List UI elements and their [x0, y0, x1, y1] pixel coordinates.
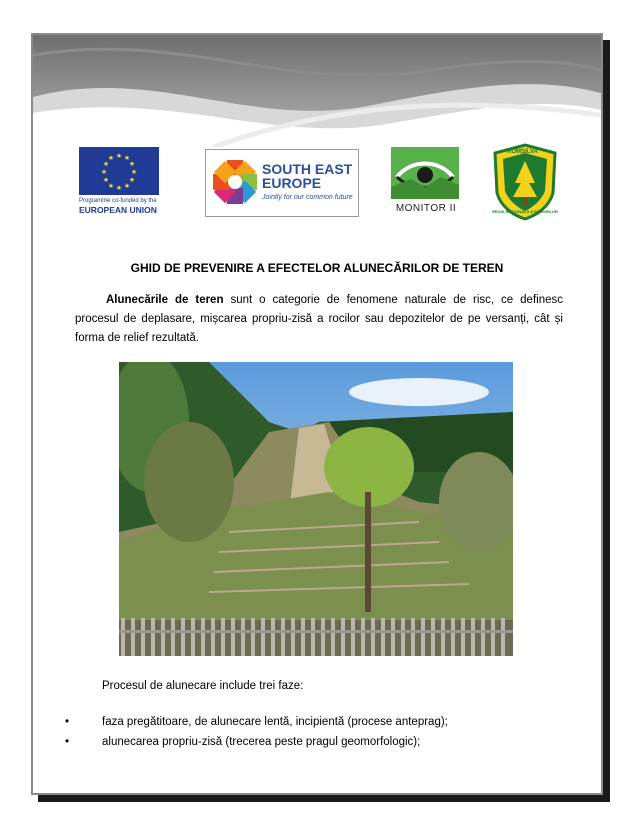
para-text: sunt o categorie de fenomene naturale de risc, ce definesc procesul de deplasare, mișcarea propriu-zisă a rocilor sau depozitelor de pe versanți, cât și forma de relief rezultată. [75, 294, 563, 344]
decorative-header-band [33, 35, 601, 147]
eu-caption-bottom: EUROPEAN UNION [79, 205, 157, 215]
svg-text:★: ★ [123, 182, 131, 190]
landslide-photo [119, 362, 513, 656]
monitor-ii-logo [391, 147, 461, 219]
intro-paragraph [75, 291, 563, 348]
para-bold-term: Alunecările de teren [106, 294, 224, 306]
svg-text:★: ★ [115, 152, 123, 160]
see-name-line2: EUROPE [262, 175, 322, 191]
romsilva-logo [491, 143, 559, 221]
see-name-line1: SOUTH EAST [262, 161, 353, 177]
svg-text:★: ★ [128, 176, 136, 184]
svg-text:★: ★ [102, 176, 110, 184]
svg-text:★: ★ [107, 154, 115, 162]
svg-text:★: ★ [100, 168, 108, 176]
romsilva-text: ROMSILVA [507, 149, 538, 155]
bullet-icon: • [65, 716, 70, 728]
svg-text:★: ★ [128, 160, 136, 168]
document-page [31, 33, 603, 795]
see-name [262, 162, 352, 190]
eu-flag-icon [79, 147, 159, 195]
see-tagline: Jointly for our common future [262, 194, 353, 201]
phase-text: alunecarea propriu-zisă (trecerea peste pragul geomorfologic); [102, 736, 421, 748]
eu-logo [79, 147, 159, 217]
eye-landscape-icon [391, 147, 459, 199]
svg-text:★: ★ [123, 154, 131, 162]
svg-text:★: ★ [102, 160, 110, 168]
monitor-name: MONITOR II [395, 203, 457, 214]
phases-intro: Procesul de alunecare include trei faze: [102, 680, 304, 692]
phase-text: faza pregătitoare, de alunecare lentă, incipientă (procese anteprag); [102, 716, 448, 728]
romsilva-arc-text: REGIA NAȚIONALĂ A PĂDURILOR [492, 209, 558, 214]
eu-caption-top: Programme co-funded by the [79, 198, 157, 204]
see-star-icon [209, 156, 261, 208]
partner-logos [33, 143, 601, 223]
svg-text:★: ★ [115, 184, 123, 192]
svg-text:★: ★ [130, 168, 138, 176]
document-title: GHID DE PREVENIRE A EFECTELOR ALUNECĂRILOR DE TEREN [130, 261, 504, 275]
bullet-icon: • [65, 736, 70, 748]
svg-text:★: ★ [107, 182, 115, 190]
south-east-europe-logo [205, 149, 359, 217]
